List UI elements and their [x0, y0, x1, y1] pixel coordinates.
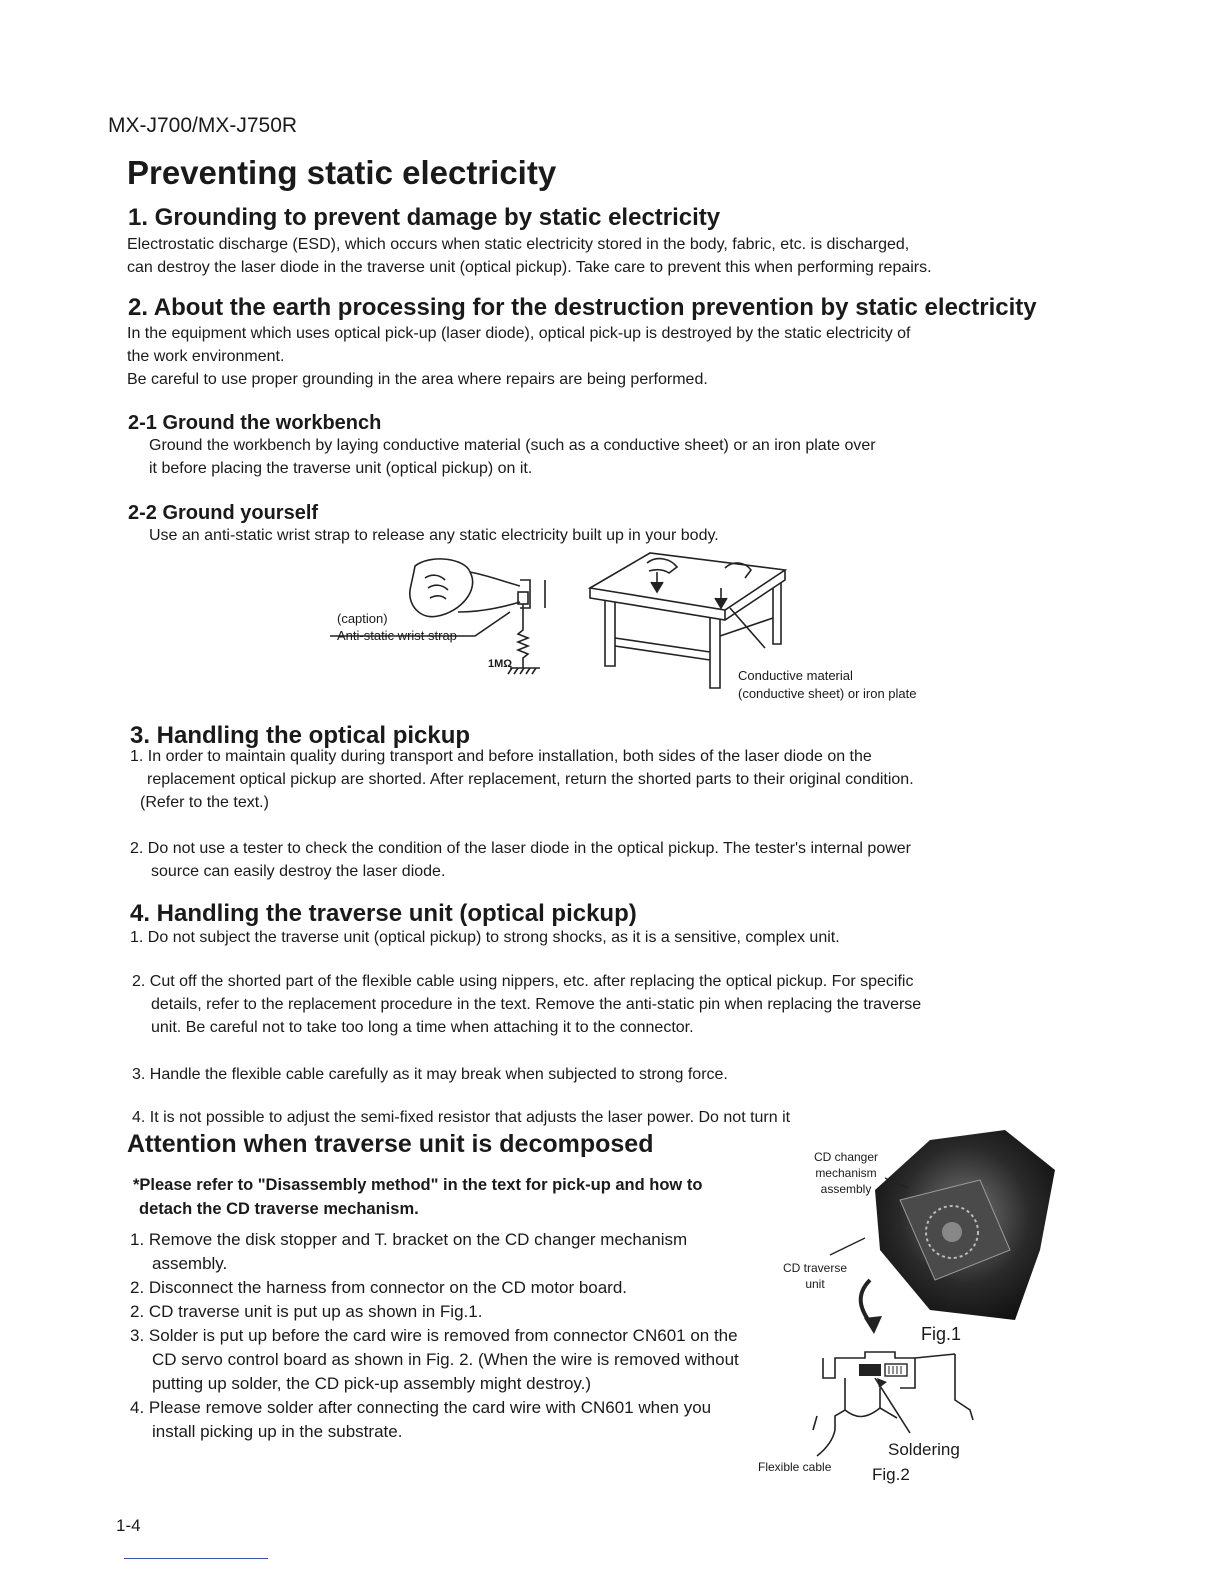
text-line: the work environment. [127, 348, 285, 365]
section-3-item-2 [130, 837, 1080, 883]
list-item: 1. Remove the disk stopper and T. bracket on the CD changer mechanism assembly. [130, 1230, 688, 1273]
cd-changer-label-1: CD changer [813, 1150, 879, 1164]
text-line: can destroy the laser diode in the traverse unit (optical pickup). Take care to prevent this when performing repairs. [127, 259, 932, 276]
section-4-heading: 4. Handling the traverse unit (optical pickup) [130, 900, 637, 927]
text-line: unit. Be careful not to take too long a time when attaching it to the connector. [151, 1019, 694, 1036]
text-line: detach the CD traverse mechanism. [139, 1200, 419, 1218]
text-line: source can easily destroy the laser diode. [151, 863, 446, 880]
attention-heading: Attention when traverse unit is decomposed [127, 1130, 654, 1158]
section-2-2-body: Use an anti-static wrist strap to release any static electricity built up in your body. [149, 527, 719, 544]
section-4-item-2 [132, 970, 1082, 1039]
list-item: 2. CD traverse unit is put up as shown in Fig.1. [130, 1302, 483, 1321]
list-item: 2. Disconnect the harness from connector on the CD motor board. [130, 1278, 628, 1297]
cd-changer-label-2: mechanism [815, 1166, 877, 1180]
text-line: Be careful to use proper grounding in the area where repairs are being performed. [127, 371, 708, 388]
section-2-body [127, 322, 1087, 391]
section-1-heading: 1. Grounding to prevent damage by static electricity [128, 204, 721, 231]
page-number: 1-4 [116, 1516, 141, 1535]
text-line: details, refer to the replacement procedure in the text. Remove the anti-static pin when replacing the traverse [151, 996, 922, 1013]
text-line: In the equipment which uses optical pick-up (laser diode), optical pick-up is destroyed by the static electricity of [127, 325, 911, 342]
section-1-body [127, 233, 1087, 279]
list-item: 3. Solder is put up before the card wire is removed from connector CN601 on the CD servo control board as shown in Fig. 2. (When the wire is removed without putting up solder, the CD pick-up assembly might destroy.) [130, 1326, 739, 1393]
model-number: MX-J700/MX-J750R [108, 114, 298, 137]
fig1-label: Fig.1 [921, 1324, 962, 1344]
section-2-2-heading: 2-2 Ground yourself [128, 502, 319, 524]
section-4-item-3: 3. Handle the flexible cable carefully as it may break when subjected to strong force. [132, 1066, 728, 1083]
wrist-strap-label: Anti-static wrist strap [337, 628, 457, 643]
section-3-heading: 3. Handling the optical pickup [130, 722, 471, 749]
wrist-strap-caption: (caption) [337, 611, 388, 626]
text-line: replacement optical pickup are shorted. After replacement, return the shorted parts to their original condition. [147, 771, 914, 788]
cd-traverse-label-1: CD traverse [782, 1261, 847, 1275]
conductive-label-1: Conductive material [738, 668, 853, 683]
section-2-1-body [149, 434, 1049, 480]
conductive-label-2: (conductive sheet) or iron plate [738, 686, 917, 701]
soldering-label: Soldering [888, 1440, 960, 1459]
cd-changer-label-3: assembly [820, 1182, 872, 1196]
list-item: 4. Please remove solder after connecting the card wire with CN601 when you install picking up in the substrate. [130, 1398, 712, 1441]
page-title: Preventing static electricity [127, 154, 557, 191]
fig2-label: Fig.2 [872, 1465, 910, 1484]
text-line: *Please refer to "Disassembly method" in the text for pick-up and how to [133, 1176, 703, 1194]
text-line: it before placing the traverse unit (optical pickup) on it. [149, 460, 533, 477]
text-line: 2. Do not use a tester to check the condition of the laser diode in the optical pickup. The tester's internal power [130, 840, 911, 857]
attention-note [133, 1173, 783, 1221]
resistor-label: 1MΩ [488, 658, 513, 670]
cd-traverse-label-2: unit [805, 1277, 825, 1291]
text-line: Electrostatic discharge (ESD), which occurs when static electricity stored in the body, fabric, etc. is discharged, [127, 236, 910, 253]
section-4-item-4: 4. It is not possible to adjust the semi-fixed resistor that adjusts the laser power. Do not turn it [132, 1109, 791, 1126]
section-4-item-1: 1. Do not subject the traverse unit (optical pickup) to strong shocks, as it is a sensitive, complex unit. [130, 929, 840, 946]
section-2-heading: 2. About the earth processing for the destruction prevention by static electricity [128, 294, 1037, 321]
section-3-item-1 [130, 745, 1080, 814]
text-line: (Refer to the text.) [140, 794, 269, 811]
text-line: 1. In order to maintain quality during transport and before installation, both sides of the laser diode on the [130, 748, 872, 765]
text-line: Ground the workbench by laying conductive material (such as a conductive sheet) or an iron plate over [149, 437, 876, 454]
text-line: 2. Cut off the shorted part of the flexible cable using nippers, etc. after replacing the optical pickup. For specific [132, 973, 914, 990]
flexible-cable-label: Flexible cable [758, 1460, 832, 1474]
section-2-1-heading: 2-1 Ground the workbench [128, 412, 382, 434]
footer-rule [124, 1558, 268, 1559]
attention-steps [130, 1228, 745, 1444]
